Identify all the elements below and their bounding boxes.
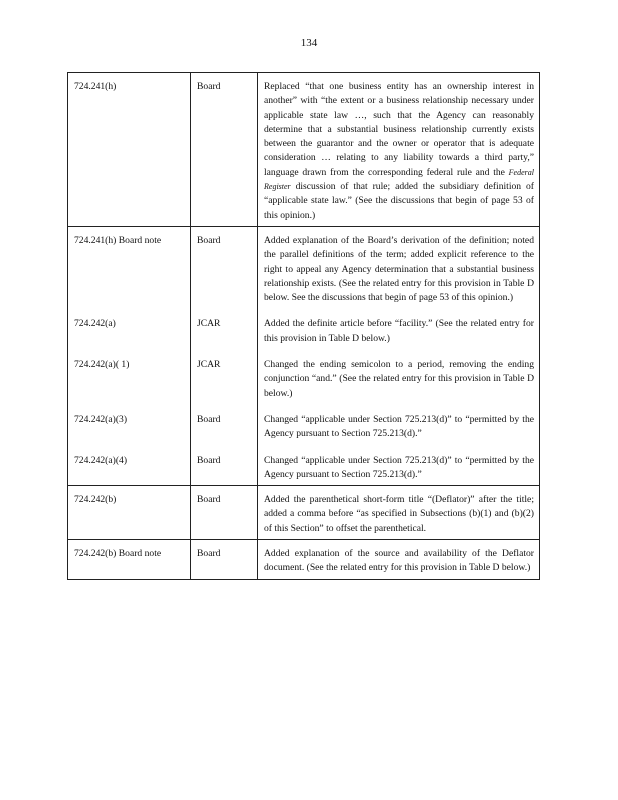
change-cell: Added the parenthetical short-form title “(Deflator)” after the title; added a comma before “as specified in Subsections (b)(1) and (b)(2) of this Section” to offset the parenthetical. <box>258 486 540 540</box>
table-row <box>68 401 540 442</box>
change-cell: Changed “applicable under Section 725.213(d)” to “permitted by the Agency pursuant to Section 725.213(d).” <box>258 442 540 486</box>
table-row <box>68 486 540 540</box>
table-row <box>68 346 540 401</box>
change-cell <box>258 73 540 227</box>
table-row <box>68 442 540 486</box>
table-row <box>68 305 540 346</box>
section-cell: 724.242(a) <box>68 305 191 346</box>
section-cell: 724.242(b) <box>68 486 191 540</box>
table-row <box>68 226 540 305</box>
page-number: 134 <box>300 37 318 49</box>
source-cell: Board <box>191 401 258 442</box>
source-cell: Board <box>191 540 258 580</box>
source-cell: JCAR <box>191 305 258 346</box>
change-text-cont: discussion of that rule; added the subsidiary definition of “applicable state law.” (See the discussions that begin of page 53 of this opinion.) <box>264 181 534 221</box>
source-cell: Board <box>191 226 258 305</box>
change-cell: Changed “applicable under Section 725.213(d)” to “permitted by the Agency pursuant to Section 725.213(d).” <box>258 401 540 442</box>
table-row <box>68 73 540 227</box>
source-cell: Board <box>191 486 258 540</box>
change-text: Replaced “that one business entity has an ownership interest in another” with “the extent or a business relationship necessary under applicable state law …, such that the Agency can reasonably determine that a substantial business relationship currently exists between the guarantor and the owner or operator that is adequate consideration … relating to any liability towards a third party,” language drawn from the corresponding federal rule and the <box>264 81 534 178</box>
change-cell: Changed the ending semicolon to a period, removing the ending conjunction “and.” (See the related entry for this provision in Table D below.) <box>258 346 540 401</box>
section-cell: 724.242(a)(4) <box>68 442 191 486</box>
federal-register-text: Federal Register <box>264 167 534 192</box>
table-row <box>68 540 540 580</box>
change-cell: Added explanation of the source and availability of the Deflator document. (See the related entry for this provision in Table D below.) <box>258 540 540 580</box>
section-cell: 724.242(a)( 1) <box>68 346 191 401</box>
section-cell: 724.241(h) Board note <box>68 226 191 305</box>
section-cell: 724.242(b) Board note <box>68 540 191 580</box>
source-cell: JCAR <box>191 346 258 401</box>
change-cell: Added the definite article before “facility.” (See the related entry for this provision in Table D below.) <box>258 305 540 346</box>
source-cell: Board <box>191 442 258 486</box>
changes-table <box>67 72 540 580</box>
section-cell: 724.241(h) <box>68 73 191 227</box>
source-cell: Board <box>191 73 258 227</box>
section-cell: 724.242(a)(3) <box>68 401 191 442</box>
change-cell: Added explanation of the Board’s derivation of the definition; noted the parallel definitions of the term; added explicit reference to the right to appeal any Agency determination that a substantial business relationship exists. (See the related entry for this provision in Table D below. See the discussions that begin of page 53 of this opinion.) <box>258 226 540 305</box>
